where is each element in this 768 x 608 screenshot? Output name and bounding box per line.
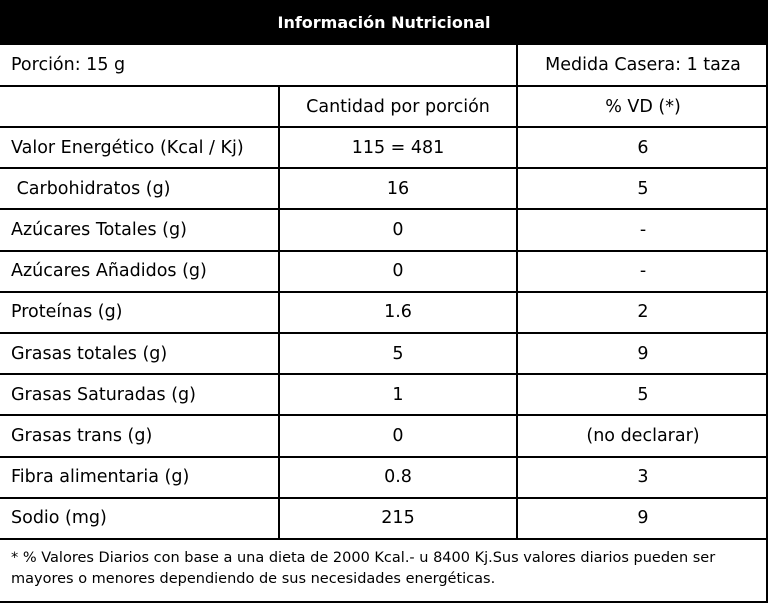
bottom-divider <box>0 601 768 603</box>
nutrient-column-header <box>0 87 280 126</box>
nutrient-amount: 1.6 <box>280 293 518 332</box>
nutrient-dv: 3 <box>637 467 649 488</box>
nutrient-dv: 6 <box>637 137 649 158</box>
nutrient-name: Grasas totales (g) <box>0 334 280 373</box>
nutrient-amount: 1 <box>280 375 518 414</box>
nutrient-row <box>0 499 768 540</box>
serving-row <box>0 45 768 87</box>
nutrient-name: Carbohidratos (g) <box>0 169 280 208</box>
footnote: * % Valores Diarios con base a una dieta de 2000 Kcal.- u 8400 Kj.Sus valores diarios pueden ser mayores o menores dependiendo de sus necesidades energéticas. <box>11 550 716 587</box>
nutrient-name: Fibra alimentaria (g) <box>0 458 280 497</box>
nutrient-amount: 0 <box>280 416 518 455</box>
nutrient-dv: - <box>639 261 647 282</box>
nutrient-dv: 2 <box>637 302 649 323</box>
nutrient-dv: 5 <box>637 178 649 199</box>
nutrient-row <box>0 169 768 210</box>
nutrient-name: Azúcares Totales (g) <box>0 210 280 249</box>
nutrient-amount: 0.8 <box>280 458 518 497</box>
nutrient-name: Grasas Saturadas (g) <box>0 375 280 414</box>
nutrient-dv: 9 <box>637 508 649 529</box>
nutrient-row <box>0 458 768 499</box>
nutrient-row <box>0 210 768 251</box>
portion-size: Porción: 15 g <box>0 45 518 85</box>
amount-column-header: Cantidad por porción <box>280 87 518 126</box>
column-header-row <box>0 87 768 128</box>
nutrient-row <box>0 293 768 334</box>
dv-column-header: % VD (*) <box>605 96 681 117</box>
nutrient-amount: 0 <box>280 210 518 249</box>
nutrient-name: Azúcares Añadidos (g) <box>0 252 280 291</box>
nutrient-dv: 5 <box>637 384 649 405</box>
nutrient-name: Grasas trans (g) <box>0 416 280 455</box>
nutrition-title: Información Nutricional <box>0 0 768 45</box>
nutrient-amount: 0 <box>280 252 518 291</box>
household-measure: Medida Casera: 1 taza <box>545 55 741 75</box>
nutrient-name: Proteínas (g) <box>0 293 280 332</box>
nutrient-dv: 9 <box>637 343 649 364</box>
nutrient-amount: 16 <box>280 169 518 208</box>
nutrient-amount: 115 = 481 <box>280 128 518 167</box>
nutrient-dv: - <box>639 219 647 240</box>
nutrient-amount: 5 <box>280 334 518 373</box>
nutrient-amount: 215 <box>280 499 518 538</box>
nutrient-row <box>0 252 768 293</box>
nutrient-row <box>0 334 768 375</box>
nutrient-row <box>0 128 768 169</box>
nutrient-dv: (no declarar) <box>586 425 700 446</box>
nutrient-name: Sodio (mg) <box>0 499 280 538</box>
nutrient-row <box>0 375 768 416</box>
nutrient-name: Valor Energético (Kcal / Kj) <box>0 128 280 167</box>
nutrient-row <box>0 416 768 457</box>
